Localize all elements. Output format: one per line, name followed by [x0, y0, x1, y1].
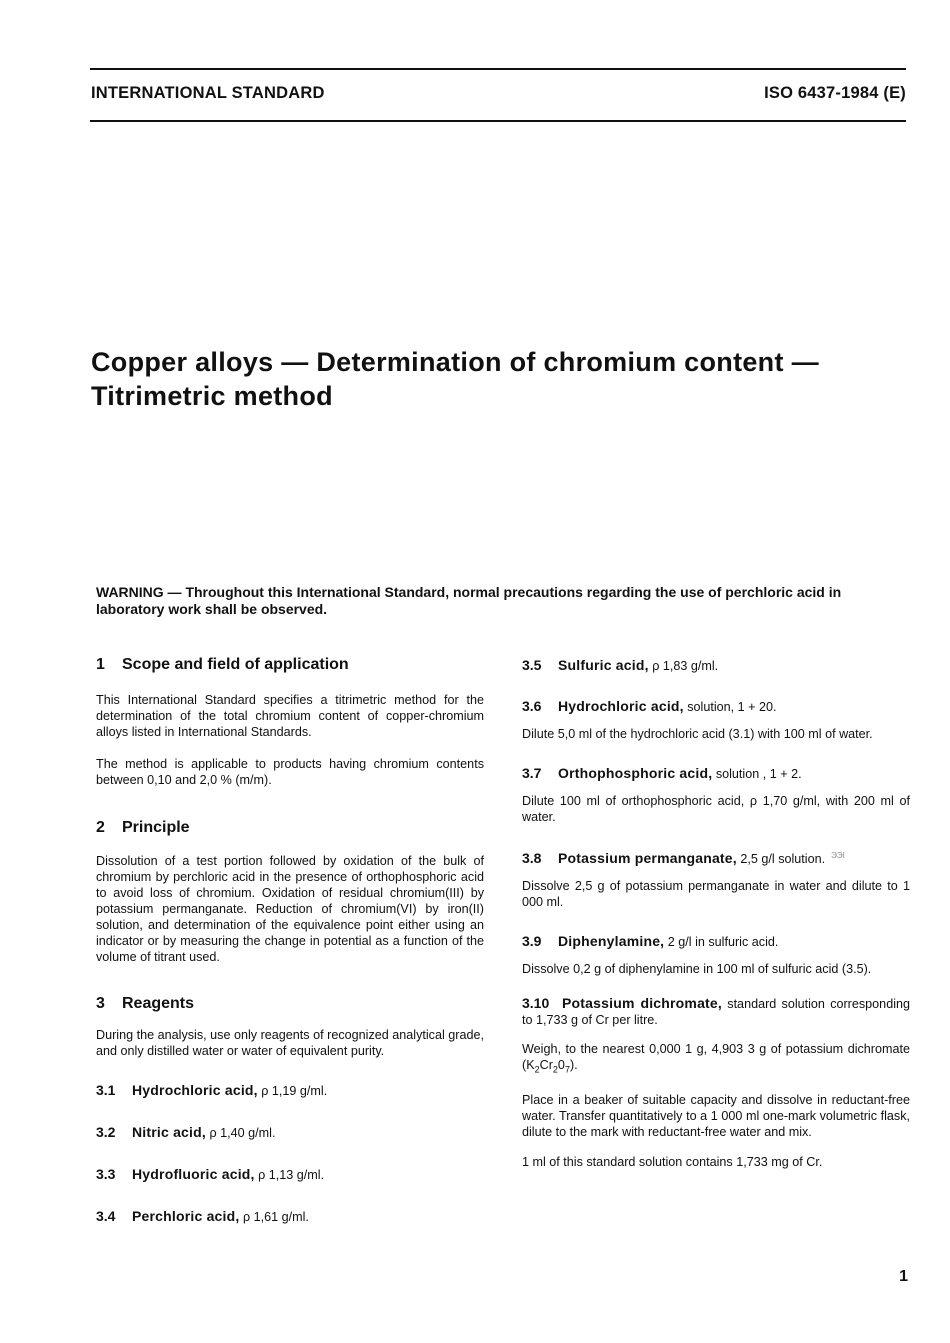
section-3-heading: 3 Reagents: [96, 995, 195, 1012]
document-title: [91, 345, 921, 413]
section-1-paragraph-1: This International Standard specifies a titrimetric method for the determination of the total chromium content of copper-chromium alloys listed in International Standards.: [96, 693, 484, 739]
reagent-3-1: 3.1 Hydrochloric acid, ρ 1,19 g/ml.: [96, 1082, 328, 1098]
section-3-paragraph: During the analysis, use only reagents of recognized analytical grade, and only distilled water or water of equivalent purity.: [96, 1028, 484, 1058]
reagent-3-3: 3.3 Hydrofluoric acid, ρ 1,13 g/ml.: [96, 1166, 325, 1182]
section-2-paragraph: Dissolution of a test portion followed by oxidation of the bulk of chromium by perchloric acid in the presence of orthophosphoric acid to avoid loss of chromium. Oxidation of residual chromium(III) by potassium permanganate. Reduction of chromium(VI) by iron(II) solution, and determination of the equivalence point either using an indicator or by measuring the change in potential as a function of the volume of titrant used.: [96, 854, 484, 964]
title-line-2: Titrimetric method: [91, 381, 333, 411]
reagent-3-2: 3.2 Nitric acid, ρ 1,40 g/ml.: [96, 1124, 276, 1140]
document-type: INTERNATIONAL STANDARD: [91, 84, 325, 102]
reagent-3-8-description: Dissolve 2,5 g of potassium permanganate in water and dilute to 1 000 ml.: [522, 879, 910, 910]
reagent-3-10-preparation: Place in a beaker of suitable capacity and dissolve in reductant-free water. Transfer quantitatively to a 1 000 ml one-mark volumetric flask, dilute to the mark with reductant-free water and mix.: [522, 1092, 910, 1139]
stray-mark: ЭЭI: [831, 851, 845, 860]
title-line-1: Copper alloys — Determination of chromium content —: [91, 347, 819, 377]
reagent-3-9-description: Dissolve 0,2 g of diphenylamine in 100 ml of sulfuric acid (3.5).: [522, 962, 872, 977]
page-number: 1: [899, 1268, 908, 1285]
section-2-heading: 2 Principle: [96, 819, 190, 836]
reagent-3-6: 3.6 Hydrochloric acid, solution, 1 + 20.: [522, 698, 777, 714]
reagent-3-4: 3.4 Perchloric acid, ρ 1,61 g/ml.: [96, 1208, 309, 1224]
header-top-rule: [90, 68, 906, 70]
reagent-3-8: 3.8 Potassium permanganate, 2,5 g/l solution. $^{ЭЭI}$: [522, 850, 845, 867]
reagent-3-10-weigh: Weigh, to the nearest 0,000 1 g, 4,903 3 g of potassium dichromate $(K_2Cr_20_7)$.: [522, 1042, 910, 1075]
section-1-heading: 1 Scope and field of application: [96, 656, 349, 673]
reagent-3-7: 3.7 Orthophosphoric acid, solution , 1 + 2.: [522, 765, 802, 781]
right-column: [522, 654, 910, 1170]
reagent-3-6-description: Dilute 5,0 ml of the hydrochloric acid (3.1) with 100 ml of water.: [522, 727, 873, 741]
left-column: [96, 654, 484, 1226]
reagent-3-9: 3.9 Diphenylamine, 2 g/l in sulfuric acid.: [522, 933, 779, 950]
reagent-3-10-equivalence: 1 ml of this standard solution contains 1,733 mg of Cr.: [522, 1154, 823, 1169]
reagent-3-7-description: Dilute 100 ml of orthophosphoric acid, ρ 1,70 g/ml, with 200 ml of water.: [522, 794, 910, 824]
header-bottom-rule: [90, 120, 906, 122]
document-number: ISO 6437-1984 (E): [764, 84, 906, 102]
section-1-paragraph-2: The method is applicable to products having chromium contents between 0,10 and 2,0 % (m/m).: [96, 757, 484, 787]
reagent-3-10: 3.10 Potassium dichromate, standard solution corresponding to 1,733 g of Cr per litre.: [522, 995, 911, 1028]
reagent-3-5: 3.5 Sulfuric acid, ρ 1,83 g/ml.: [522, 657, 719, 673]
warning-notice: WARNING — Throughout this International Standard, normal precautions regarding the use of perchloric acid in laboratory work shall be observed.: [96, 584, 842, 617]
